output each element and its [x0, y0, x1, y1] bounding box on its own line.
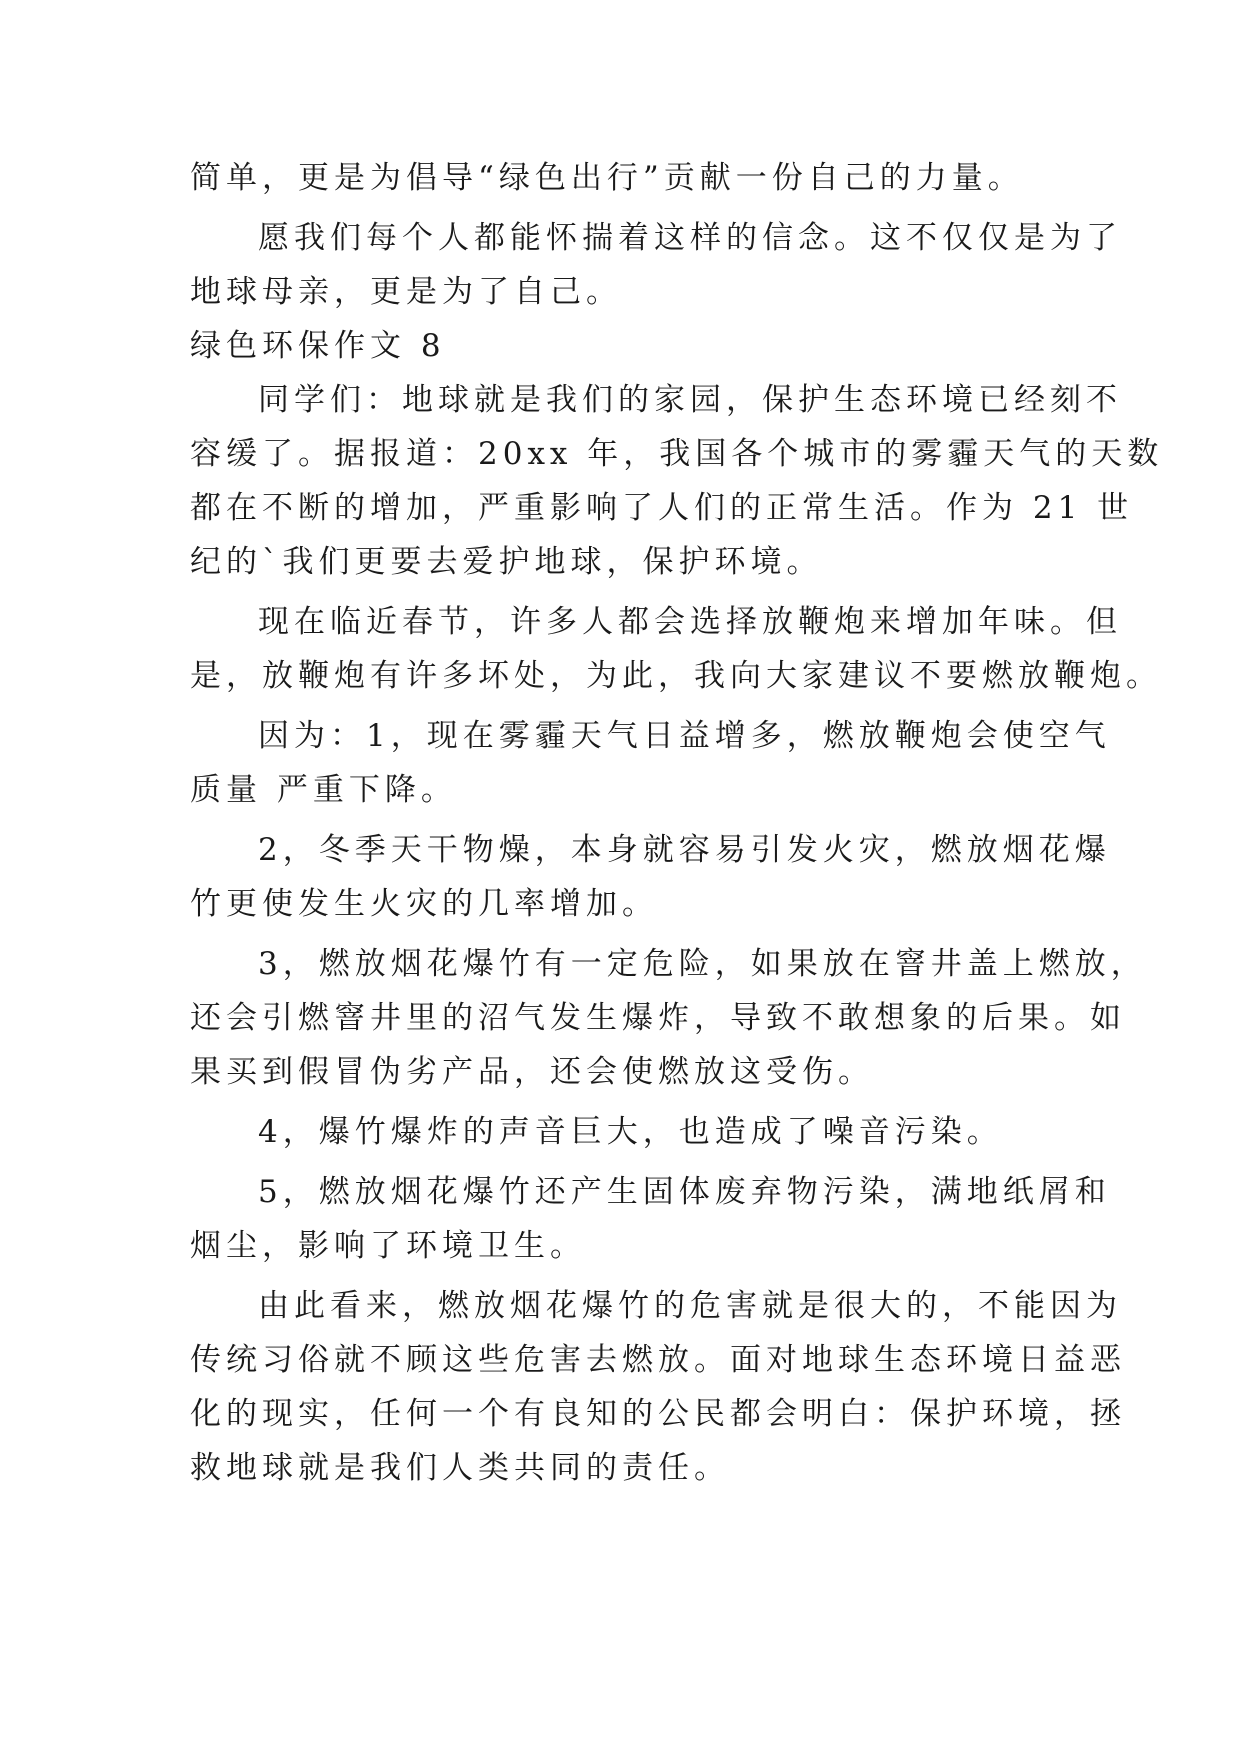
text-line: 都在不断的增加，严重影响了人们的正常生活。作为 21 世 [190, 490, 1134, 526]
text-line: 5，燃放烟花爆竹还产生固体废弃物污染，满地纸屑和 [258, 1174, 1111, 1210]
text-line: 质量 严重下降。 [190, 772, 457, 808]
text-line: 同学们：地球就是我们的家园，保护生态环境已经刻不 [258, 382, 1122, 418]
text-line: 现在临近春节，许多人都会选择放鞭炮来增加年味。但 [258, 604, 1122, 640]
text-line: 是，放鞭炮有许多坏处，为此，我向大家建议不要燃放鞭炮。 [190, 658, 1162, 694]
text-line: 4，爆竹爆炸的声音巨大，也造成了噪音污染。 [258, 1114, 1003, 1150]
text-line: 愿我们每个人都能怀揣着这样的信念。这不仅仅是为了 [258, 220, 1122, 256]
text-line: 救地球就是我们人类共同的责任。 [190, 1450, 730, 1486]
text-line: 容缓了。据报道：20xx 年，我国各个城市的雾霾天气的天数 [190, 436, 1164, 472]
text-line: 果买到假冒伪劣产品，还会使燃放这受伤。 [190, 1054, 874, 1090]
text-line: 2，冬季天干物燥，本身就容易引发火灾，燃放烟花爆 [258, 832, 1111, 868]
text-line: 因为：1，现在雾霾天气日益增多，燃放鞭炮会使空气 [258, 718, 1111, 754]
text-line: 简单，更是为倡导“绿色出行”贡献一份自己的力量。 [190, 160, 1024, 196]
section-heading: 绿色环保作文 8 [190, 328, 446, 364]
text-line: 3，燃放烟花爆竹有一定危险，如果放在窨井盖上燃放， [258, 946, 1147, 982]
text-line: 传统习俗就不顾这些危害去燃放。面对地球生态环境日益恶 [190, 1342, 1126, 1378]
text-line: 地球母亲，更是为了自己。 [190, 274, 622, 310]
text-line: 还会引燃窨井里的沼气发生爆炸，导致不敢想象的后果。如 [190, 1000, 1126, 1036]
text-line: 竹更使发生火灾的几率增加。 [190, 886, 658, 922]
text-line: 由此看来，燃放烟花爆竹的危害就是很大的，不能因为 [258, 1288, 1122, 1324]
text-line: 化的现实，任何一个有良知的公民都会明白：保护环境，拯 [190, 1396, 1126, 1432]
text-line: 烟尘，影响了环境卫生。 [190, 1228, 586, 1264]
text-line: 纪的`我们更要去爱护地球，保护环境。 [190, 544, 823, 580]
